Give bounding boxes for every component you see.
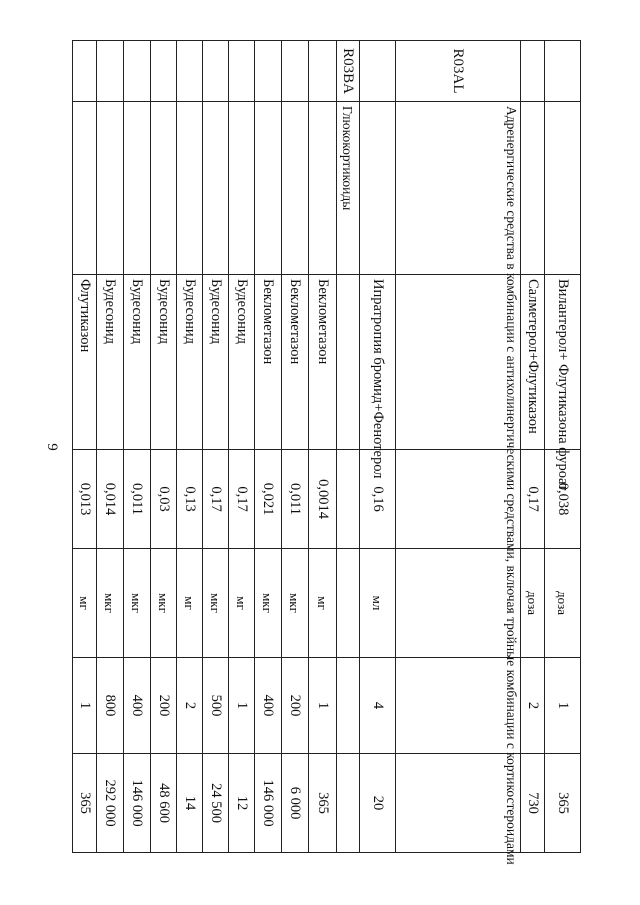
atc-code-cell [151, 41, 177, 102]
atc-code-cell [177, 41, 203, 102]
group-cell [177, 102, 203, 275]
price-cell: 0,17 [521, 450, 545, 549]
atc-code-cell [124, 41, 151, 102]
table-row [309, 41, 337, 853]
price-cell: 0,13 [177, 450, 203, 549]
group-cell [545, 102, 581, 275]
total-cell: 48 600 [151, 754, 177, 853]
unit-cell: доза [521, 549, 545, 658]
unit-cell: мкг [97, 549, 124, 658]
price-cell [337, 450, 360, 549]
drug-name-cell [337, 275, 360, 450]
drug-name-cell: Будесонид [203, 275, 229, 450]
atc-code-cell [309, 41, 337, 102]
price-cell: 0,16 [360, 450, 396, 549]
table-row [229, 41, 255, 853]
unit-cell: мкг [282, 549, 309, 658]
price-cell: 0,013 [73, 450, 97, 549]
quantity-cell: 200 [151, 658, 177, 754]
drug-name-cell: Ипратропия бромид+Фенотерол [360, 275, 396, 450]
table-row [203, 41, 229, 853]
total-cell: 292 000 [97, 754, 124, 853]
atc-code-cell: R03AL [396, 41, 521, 102]
table-row [73, 41, 97, 853]
quantity-cell [396, 658, 521, 754]
atc-code-cell [255, 41, 282, 102]
drug-name-cell: Беклометазон [282, 275, 309, 450]
quantity-cell: 2 [521, 658, 545, 754]
table-row [521, 41, 545, 853]
quantity-cell: 800 [97, 658, 124, 754]
unit-cell: мкг [151, 549, 177, 658]
drug-name-cell: Будесонид [97, 275, 124, 450]
total-cell: 6 000 [282, 754, 309, 853]
drug-name-cell: Салметерол+Флутиказон [521, 275, 545, 450]
drug-name-cell: Беклометазон [255, 275, 282, 450]
table-row [282, 41, 309, 853]
group-cell [282, 102, 309, 275]
price-cell: 0,03 [151, 450, 177, 549]
unit-cell: мг [177, 549, 203, 658]
total-cell: 365 [309, 754, 337, 853]
total-cell: 365 [545, 754, 581, 853]
drug-name-cell: Будесонид [151, 275, 177, 450]
price-cell: 0,011 [282, 450, 309, 549]
unit-cell: мл [360, 549, 396, 658]
drug-name-cell: Флутиказон [73, 275, 97, 450]
price-cell: 0,014 [97, 450, 124, 549]
atc-code-cell [229, 41, 255, 102]
group-cell [255, 102, 282, 275]
unit-cell: мкг [203, 549, 229, 658]
group-cell [521, 102, 545, 275]
atc-code-cell [97, 41, 124, 102]
price-cell: 0,021 [255, 450, 282, 549]
unit-cell: доза [545, 549, 581, 658]
total-cell: 146 000 [255, 754, 282, 853]
quantity-cell: 4 [360, 658, 396, 754]
table-row-group-header [337, 41, 360, 853]
atc-code-cell: R03BA [337, 41, 360, 102]
table-row [177, 41, 203, 853]
price-cell: 0,17 [229, 450, 255, 549]
group-cell: Глюкокортикоиды [337, 102, 360, 275]
table-row [545, 41, 581, 853]
group-cell [229, 102, 255, 275]
table-row [255, 41, 282, 853]
rotated-page-region [73, 40, 581, 865]
unit-cell [396, 549, 521, 658]
atc-code-cell [203, 41, 229, 102]
atc-code-cell [545, 41, 581, 102]
total-cell: 730 [521, 754, 545, 853]
unit-cell: мкг [255, 549, 282, 658]
unit-cell: мг [229, 549, 255, 658]
quantity-cell: 1 [309, 658, 337, 754]
total-cell: 14 [177, 754, 203, 853]
unit-cell: мг [73, 549, 97, 658]
group-cell: Адренергические средства в комбинации с антихолинергическими средствами, включая тройные комбинации с кортикостероидами [396, 102, 521, 275]
total-cell [337, 754, 360, 853]
drug-name-cell: Вилантерол+ Флутиказона фуроат [545, 275, 581, 450]
atc-code-cell [521, 41, 545, 102]
total-cell [396, 754, 521, 853]
drug-name-cell: Будесонид [177, 275, 203, 450]
total-cell: 146 000 [124, 754, 151, 853]
price-cell: 0,038 [545, 450, 581, 549]
drug-name-cell: Беклометазон [309, 275, 337, 450]
quantity-cell: 400 [255, 658, 282, 754]
group-cell [73, 102, 97, 275]
unit-cell: мкг [124, 549, 151, 658]
total-cell: 24 500 [203, 754, 229, 853]
price-cell: 0,011 [124, 450, 151, 549]
atc-code-cell [73, 41, 97, 102]
group-cell [360, 102, 396, 275]
quantity-cell: 1 [545, 658, 581, 754]
drug-dosage-table [72, 40, 581, 865]
table-row [151, 41, 177, 853]
drug-name-cell: Будесонид [124, 275, 151, 450]
quantity-cell: 1 [73, 658, 97, 754]
total-cell: 12 [229, 754, 255, 853]
atc-code-cell [360, 41, 396, 102]
group-cell [203, 102, 229, 275]
total-cell: 20 [360, 754, 396, 853]
quantity-cell: 500 [203, 658, 229, 754]
group-cell [151, 102, 177, 275]
price-cell: 0,0014 [309, 450, 337, 549]
group-cell [124, 102, 151, 275]
quantity-cell: 2 [177, 658, 203, 754]
atc-code-cell [282, 41, 309, 102]
group-cell [97, 102, 124, 275]
total-cell: 365 [73, 754, 97, 853]
quantity-cell: 1 [229, 658, 255, 754]
price-cell [396, 450, 521, 549]
price-cell: 0,17 [203, 450, 229, 549]
table-row [124, 41, 151, 853]
group-cell [309, 102, 337, 275]
drug-name-cell [396, 275, 521, 450]
quantity-cell: 200 [282, 658, 309, 754]
rotated-table-container [73, 40, 581, 865]
unit-cell: мг [309, 549, 337, 658]
table-row [97, 41, 124, 853]
drug-name-cell: Будесонид [229, 275, 255, 450]
unit-cell [337, 549, 360, 658]
quantity-cell [337, 658, 360, 754]
page-number: 9 [44, 443, 60, 451]
table-row-group-header [396, 41, 521, 853]
quantity-cell: 400 [124, 658, 151, 754]
table-row [360, 41, 396, 853]
